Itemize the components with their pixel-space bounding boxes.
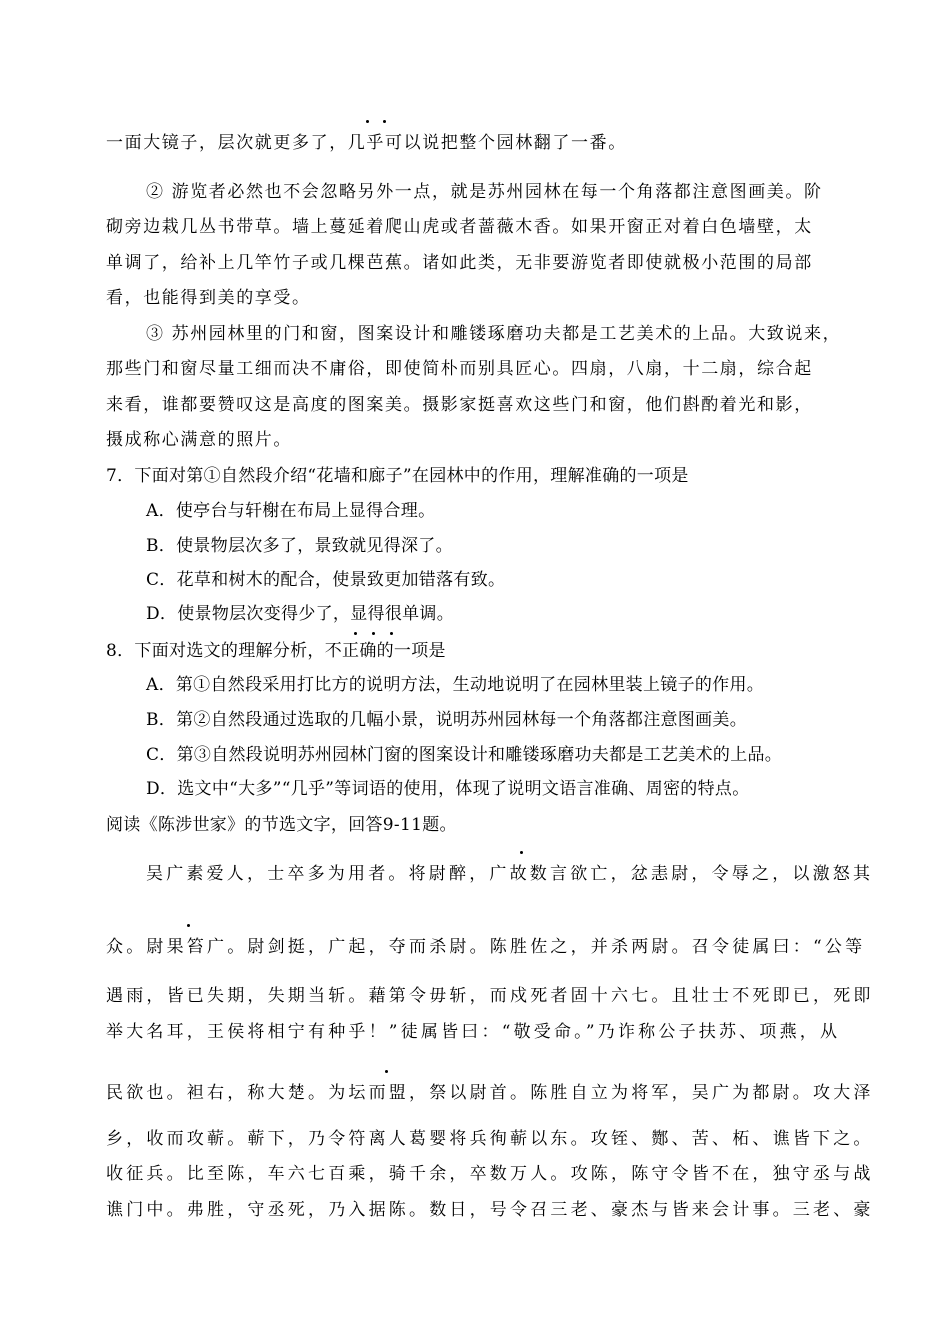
paragraph-3-line: 摄成称心满意的照片。	[106, 430, 292, 450]
classical-text-line: 遇雨，皆已失期，失期当斩。藉第令毋斩，而戍死者固十六七。且壮士不死即已，死即	[106, 986, 874, 1006]
question-8-option-c: C．第③自然段说明苏州园林门窗的图案设计和雕镂琢磨功夫都是工艺美术的上品。	[146, 745, 783, 765]
paragraph-2-line: 看，也能得到美的享受。	[106, 288, 311, 308]
question-7-option-b: B．使景物层次多了，景致就见得深了。	[146, 536, 453, 556]
question-7-option-d: D．使景物层次变得少了，显得很单调。	[146, 604, 455, 624]
paragraph-2-line: 单调了，给补上几竿竹子或几棵芭蕉。诸如此类，无非要游览者即使就极小范围的局部	[106, 253, 813, 273]
emphasis-dot	[366, 120, 369, 123]
emphasis-dot	[383, 120, 386, 123]
classical-text-line: 乡，收而攻蕲。蕲下，乃令符离人葛婴将兵徇蕲以东。攻铚、酂、苦、柘、谯皆下之。	[106, 1129, 874, 1149]
emphasis-dot	[390, 632, 393, 635]
classical-text-line: 收征兵。比至陈，车六七百乘，骑千余，卒数万人。攻陈，陈守令皆不在，独守丞与战	[106, 1164, 874, 1184]
question-7-option-c: C．花草和树木的配合，使景致更加错落有致。	[146, 570, 506, 590]
paragraph-3-line: 那些门和窗尽量工细而决不庸俗，即使简朴而别具匠心。四扇，八扇，十二扇，综合起	[106, 359, 813, 379]
classical-text-line: 吴广素爱人，士卒多为用者。将尉醉，广故数言欲亡，忿恚尉，令辱之，以激怒其	[146, 864, 874, 884]
reading-instruction: 阅读《陈涉世家》的节选文字，回答9-11题。	[106, 815, 457, 835]
question-8-option-b: B．第②自然段通过选取的几幅小景，说明苏州园林每一个角落都注意图画美。	[146, 710, 747, 730]
classical-text-line: 众。尉果笞广。尉剑挺，广起，夺而杀尉。陈胜佐之，并杀两尉。召令徒属曰：“公等	[106, 937, 866, 957]
question-8-option-a: A．第①自然段采用打比方的说明方法，生动地说明了在园林里装上镜子的作用。	[146, 675, 765, 695]
paragraph-2-line: ② 游览者必然也不会忽略另外一点，就是苏州园林在每一个角落都注意图画美。阶	[146, 182, 823, 202]
passage-line: 一面大镜子，层次就更多了，几乎可以说把整个园林翻了一番。	[106, 133, 627, 153]
emphasis-dot	[385, 1070, 388, 1073]
question-7-stem: 7．下面对第①自然段介绍“花墙和廊子”在园林中的作用，理解准确的一项是	[106, 466, 689, 486]
paragraph-3-line: 来看，谁都要赞叹这是高度的图案美。摄影家挺喜欢这些门和窗，他们斟酌着光和影，	[106, 395, 813, 415]
paragraph-2-line: 砌旁边栽几丛书带草。墙上蔓延着爬山虎或者蔷薇木香。如果开窗正对着白色墙壁，太	[106, 217, 813, 237]
question-8-option-d: D．选文中“大多”“几乎”等词语的使用，体现了说明文语言准确、周密的特点。	[146, 779, 750, 799]
emphasis-dot	[187, 924, 190, 927]
emphasis-dot	[372, 632, 375, 635]
paragraph-3-line: ③ 苏州园林里的门和窗，图案设计和雕镂琢磨功夫都是工艺美术的上品。大致说来，	[146, 324, 842, 344]
classical-text-line: 举大名耳，王侯将相宁有种乎！”徒属皆曰：“敬受命。”乃诈称公子扶苏、项燕，从	[106, 1022, 841, 1042]
question-7-option-a: A．使亭台与轩榭在布局上显得合理。	[146, 501, 436, 521]
emphasis-dot	[354, 632, 357, 635]
question-8-stem: 8．下面对选文的理解分析，不正确的一项是	[106, 641, 446, 661]
classical-text-line: 谯门中。弗胜，守丞死，乃入据陈。数日，号令召三老、豪杰与皆来会计事。三老、豪	[106, 1200, 874, 1220]
emphasis-dot	[520, 851, 523, 854]
classical-text-line: 民欲也。袒右，称大楚。为坛而盟，祭以尉首。陈胜自立为将军，吴广为都尉。攻大泽	[106, 1083, 874, 1103]
